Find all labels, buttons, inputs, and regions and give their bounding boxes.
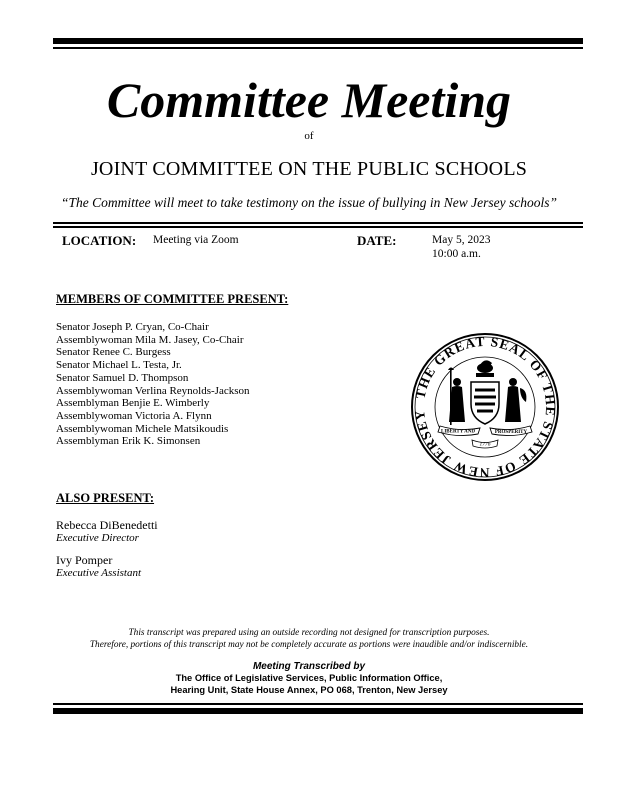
time-value: 10:00 a.m. <box>432 248 481 260</box>
seal-ring-text: THE GREAT SEAL OF THE STATE OF NEW JERSEY <box>411 333 559 481</box>
member-list-item: Assemblywoman Michele Matsikoudis <box>56 422 229 435</box>
great-seal-of-new-jersey <box>410 332 560 482</box>
member-list-item: Assemblywoman Victoria A. Flynn <box>56 409 212 422</box>
member-list-item: Senator Samuel D. Thompson <box>56 371 189 384</box>
top-rule-thin <box>53 47 583 49</box>
committee-name: JOINT COMMITTEE ON THE PUBLIC SCHOOLS <box>90 158 528 180</box>
disclaimer-line-1: This transcript was prepared using an outside recording not designed for transcription purposes. <box>128 628 490 638</box>
location-label: LOCATION: <box>62 233 137 248</box>
office-line-1: The Office of Legislative Services, Public Information Office, <box>175 673 443 683</box>
top-rule-thick <box>53 38 583 44</box>
members-heading: MEMBERS OF COMMITTEE PRESENT: <box>56 292 289 306</box>
seal-year: 1776 <box>479 441 491 448</box>
member-list-item: Assemblywoman Mila M. Jasey, Co-Chair <box>56 333 244 346</box>
location-value: Meeting via Zoom <box>153 234 239 246</box>
location-rule-top <box>53 222 583 224</box>
of-text: of <box>304 130 314 142</box>
staff-title-1: Executive Director <box>56 532 139 544</box>
member-list-item: Senator Michael L. Testa, Jr. <box>56 359 182 372</box>
date-label: DATE: <box>357 233 397 248</box>
location-rule-bottom <box>53 226 583 228</box>
disclaimer-line-2: Therefore, portions of this transcript may not be completely accurate as portions were inaudible and/or indiscernible. <box>89 640 529 650</box>
seal-figure-ceres <box>505 378 526 422</box>
seal-crest <box>476 360 494 377</box>
staff-name-1: Rebecca DiBenedetti <box>56 518 158 532</box>
seal-motto-left: LIBERTY AND <box>441 429 475 435</box>
seal-shield <box>471 382 499 424</box>
member-list-item: Assemblyman Erik K. Simonsen <box>56 435 201 448</box>
document-title: Committee Meeting <box>106 72 512 128</box>
bottom-rule-thin <box>53 703 583 705</box>
members-list <box>56 321 250 448</box>
member-list-item: Senator Joseph P. Cryan, Co-Chair <box>56 321 209 333</box>
staff-title-2: Executive Assistant <box>56 567 142 579</box>
office-line-2: Hearing Unit, State House Annex, PO 068, Trenton, New Jersey <box>170 685 448 695</box>
member-list-item: Assemblyman Benjie E. Wimberly <box>56 397 210 410</box>
member-list-item: Assemblywoman Verlina Reynolds-Jackson <box>56 384 250 397</box>
transcribed-by-heading: Meeting Transcribed by <box>252 661 366 672</box>
also-present-heading: ALSO PRESENT: <box>56 491 155 505</box>
bottom-rule-thick <box>53 708 583 714</box>
meeting-subject: “The Committee will meet to take testimony on the issue of bullying in New Jersey schools” <box>60 195 558 210</box>
member-list-item: Senator Renee C. Burgess <box>56 346 171 359</box>
date-value: May 5, 2023 <box>432 234 491 246</box>
staff-name-2: Ivy Pomper <box>56 553 113 567</box>
seal-figure-liberty <box>448 368 465 426</box>
seal-motto-right: PROSPERITY <box>494 430 528 435</box>
